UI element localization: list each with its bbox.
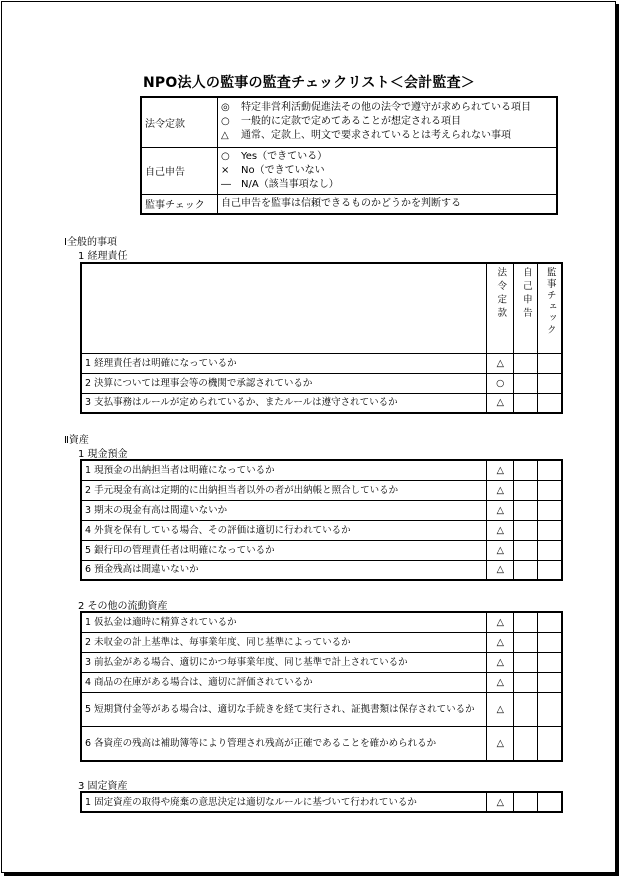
checklist-table: [80, 611, 563, 762]
table-row: [81, 393, 562, 413]
auditor-check-cell[interactable]: [538, 393, 562, 413]
table-row: [81, 792, 562, 812]
legend-text: No（できていない: [241, 164, 325, 176]
header-blank-cell: [81, 263, 487, 353]
legend-head: 自己申告: [141, 147, 218, 194]
table-row: [81, 652, 562, 672]
legend-text: N/A（該当事項なし）: [241, 178, 339, 190]
legend-text: 自己申告を監事は信頼できるものかどうかを判断する: [221, 197, 461, 209]
legal-mark: △: [487, 500, 514, 520]
legal-mark: △: [487, 632, 514, 652]
triangle-icon: △: [221, 130, 229, 142]
table-row: [81, 353, 562, 373]
table-row: [81, 692, 562, 726]
legal-mark: △: [487, 540, 514, 560]
subsection-title: 1 経理責任: [78, 251, 128, 262]
checklist-table: [80, 262, 563, 414]
legend-head: 監事チェック: [141, 194, 218, 214]
legal-mark: △: [487, 692, 514, 726]
table-row: [81, 726, 562, 761]
header-hourei-teikan: [487, 263, 514, 353]
header-text: 監事チェック: [544, 267, 556, 336]
table-row: [81, 373, 562, 393]
auditor-check-cell[interactable]: [538, 692, 562, 726]
legal-mark: △: [487, 353, 514, 373]
legal-mark: △: [487, 612, 514, 632]
header-row: [81, 263, 562, 353]
table-row: [81, 520, 562, 540]
dash-icon: ―: [221, 178, 231, 190]
self-report-cell[interactable]: [514, 652, 538, 672]
legal-mark: △: [487, 460, 514, 480]
header-text: 法令定款: [495, 267, 507, 321]
auditor-check-cell[interactable]: [538, 460, 562, 480]
check-item: 3 前払金がある場合、適切にかつ毎事業年度、同じ基準で計上されているか: [81, 652, 487, 672]
legal-mark: △: [487, 480, 514, 500]
auditor-check-cell[interactable]: [538, 672, 562, 692]
double-circle-icon: ◎: [221, 102, 230, 114]
table-row: [81, 460, 562, 480]
check-item: 3 支払事務はルールが定められているか、またルールは遵守されているか: [81, 393, 487, 413]
check-item: 3 期末の現金有高は間違いないか: [81, 500, 487, 520]
header-jiko-shinkoku: [514, 263, 538, 353]
check-item: 1 仮払金は適時に精算されているか: [81, 612, 487, 632]
legal-mark: △: [487, 560, 514, 580]
legend-body: [218, 194, 558, 214]
check-item: 4 外貨を保有している場合、その評価は適切に行われているか: [81, 520, 487, 540]
legend-row: [141, 97, 557, 147]
self-report-cell[interactable]: [514, 540, 538, 560]
legend-text: Yes（できている）: [241, 150, 328, 162]
legend-text: 特定非営利活動促進法その他の法令で遵守が求められている項目: [241, 102, 531, 114]
check-item: 6 各資産の残高は補助簿等により管理され残高が正確であることを確かめられるか: [81, 726, 487, 761]
table-row: [81, 500, 562, 520]
auditor-check-cell[interactable]: [538, 726, 562, 761]
auditor-check-cell[interactable]: [538, 540, 562, 560]
auditor-check-cell[interactable]: [538, 353, 562, 373]
table-row: [81, 540, 562, 560]
subsection-title: 2 その他の流動資産: [78, 601, 168, 612]
checklist-table: [80, 791, 563, 813]
circle-icon: ○: [221, 150, 230, 162]
auditor-check-cell[interactable]: [538, 612, 562, 632]
section-title: Ⅱ資産: [64, 435, 89, 446]
page-title: NPO法人の監事の監査チェックリスト＜会計監査＞: [143, 75, 475, 91]
legend-body: [218, 97, 558, 147]
legal-mark: △: [487, 652, 514, 672]
auditor-check-cell[interactable]: [538, 373, 562, 393]
legal-mark: △: [487, 520, 514, 540]
legend-body: [218, 147, 558, 194]
legend-row: [141, 194, 557, 214]
cross-icon: ×: [221, 164, 230, 176]
self-report-cell[interactable]: [514, 726, 538, 761]
self-report-cell[interactable]: [514, 353, 538, 373]
self-report-cell[interactable]: [514, 612, 538, 632]
self-report-cell[interactable]: [514, 480, 538, 500]
legend-row: [141, 147, 557, 194]
legal-mark: △: [487, 393, 514, 413]
legal-mark: ○: [487, 373, 514, 393]
self-report-cell[interactable]: [514, 560, 538, 580]
legal-mark: △: [487, 672, 514, 692]
self-report-cell[interactable]: [514, 460, 538, 480]
subsection-title: 1 現金預金: [78, 449, 128, 460]
check-item: 5 銀行印の管理責任者は明確になっているか: [81, 540, 487, 560]
self-report-cell[interactable]: [514, 500, 538, 520]
check-item: 6 預金残高は間違いないか: [81, 560, 487, 580]
self-report-cell[interactable]: [514, 672, 538, 692]
table-row: [81, 672, 562, 692]
header-kanji-check: [538, 263, 562, 353]
self-report-cell[interactable]: [514, 393, 538, 413]
legal-mark: △: [487, 726, 514, 761]
header-text: 自己申告: [520, 267, 532, 321]
self-report-cell[interactable]: [514, 792, 538, 812]
auditor-check-cell[interactable]: [538, 560, 562, 580]
table-row: [81, 480, 562, 500]
self-report-cell[interactable]: [514, 632, 538, 652]
table-row: [81, 612, 562, 632]
self-report-cell[interactable]: [514, 692, 538, 726]
auditor-check-cell[interactable]: [538, 652, 562, 672]
section-title: Ⅰ全般的事項: [64, 237, 117, 248]
check-item: 2 未収金の計上基準は、毎事業年度、同じ基準によっているか: [81, 632, 487, 652]
self-report-cell[interactable]: [514, 520, 538, 540]
check-item: 2 決算については理事会等の機関で承認されているか: [81, 373, 487, 393]
legend-head: 法令定款: [141, 97, 218, 147]
check-item: 4 商品の在庫がある場合は、適切に評価されているか: [81, 672, 487, 692]
table-row: [81, 560, 562, 580]
legend-table: [140, 96, 558, 215]
check-item: 1 固定資産の取得や廃棄の意思決定は適切なルールに基づいて行われているか: [81, 792, 487, 812]
auditor-check-cell[interactable]: [538, 500, 562, 520]
legend-text: 通常、定款上、明文で要求されているとは考えられない事項: [241, 130, 511, 142]
check-item: 1 現預金の出納担当者は明確になっているか: [81, 460, 487, 480]
table-row: [81, 632, 562, 652]
circle-icon: ○: [221, 116, 230, 128]
check-item: 2 手元現金有高は定期的に出納担当者以外の者が出納帳と照合しているか: [81, 480, 487, 500]
legend-text: 一般的に定款で定めてあることが想定される項目: [241, 116, 461, 128]
auditor-check-cell[interactable]: [538, 792, 562, 812]
check-item: 5 短期貸付金等がある場合は、適切な手続きを経て実行され、証拠書類は保存されているか: [81, 692, 487, 726]
auditor-check-cell[interactable]: [538, 480, 562, 500]
legal-mark: △: [487, 792, 514, 812]
auditor-check-cell[interactable]: [538, 632, 562, 652]
subsection-title: 3 固定資産: [78, 781, 128, 792]
self-report-cell[interactable]: [514, 373, 538, 393]
auditor-check-cell[interactable]: [538, 520, 562, 540]
checklist-table: [80, 459, 563, 581]
check-item: 1 経理責任者は明確になっているか: [81, 353, 487, 373]
